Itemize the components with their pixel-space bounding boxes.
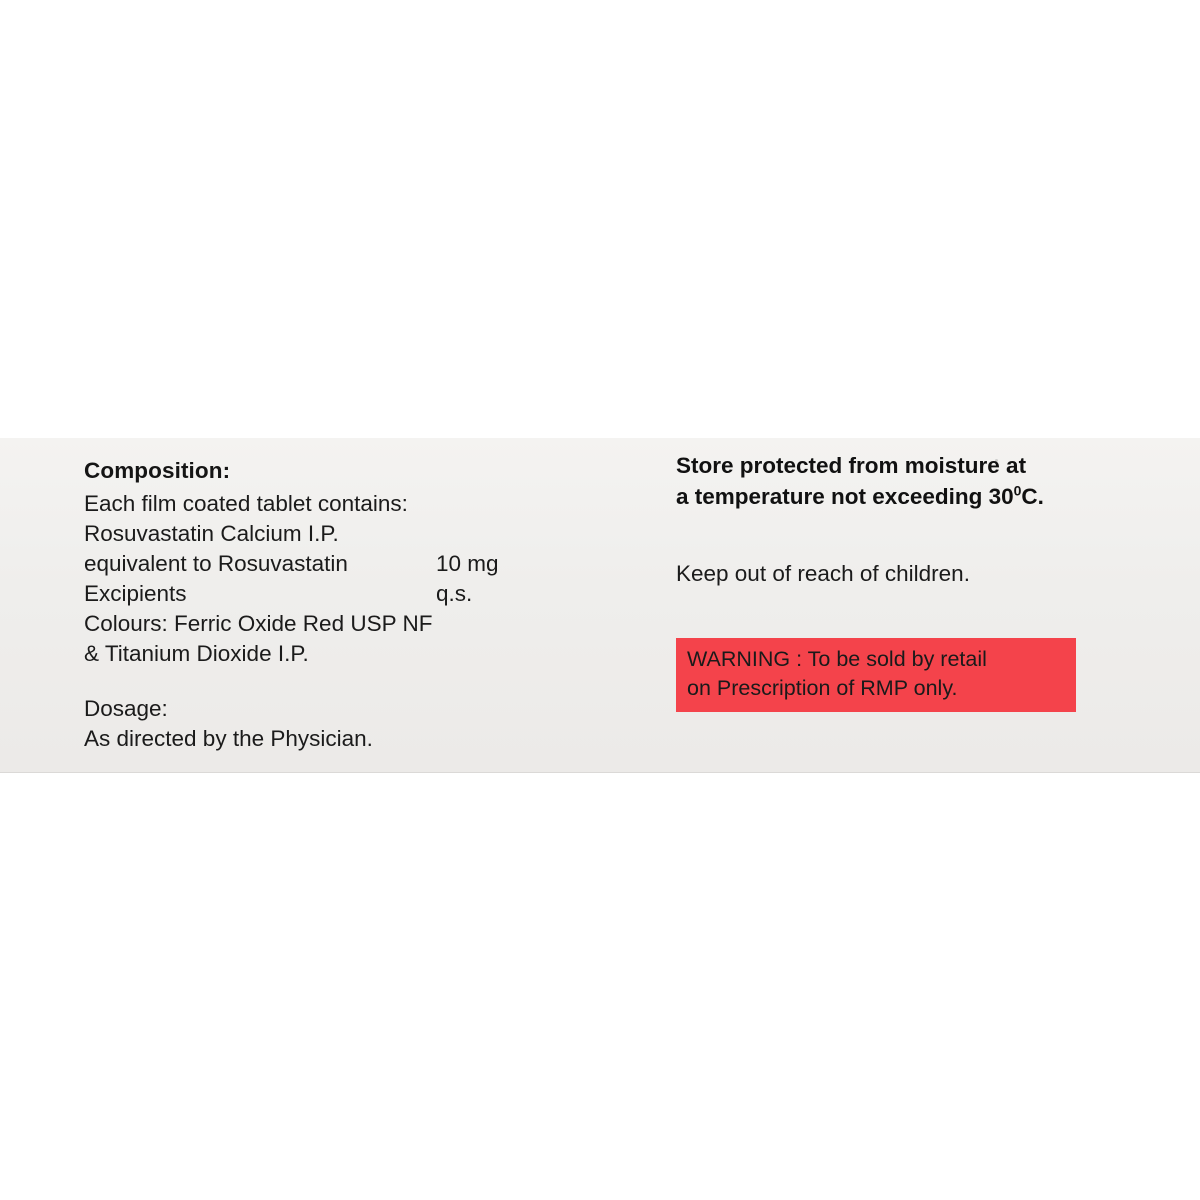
storage-line-2 xyxy=(676,482,1136,513)
spacer xyxy=(676,512,1136,559)
spacer xyxy=(84,670,604,694)
spacer xyxy=(676,589,1136,638)
dosage-text: As directed by the Physician. xyxy=(84,725,373,751)
dosage-heading: Dosage: xyxy=(84,695,168,721)
ingredient-row xyxy=(84,579,604,609)
composition-line-2: Rosuvastatin Calcium I.P. xyxy=(84,520,339,546)
storage-line-2-suffix: C. xyxy=(1021,483,1044,509)
storage-line-1: Store protected from moisture at xyxy=(676,453,1027,478)
ingredient-amount: 10 mg xyxy=(436,550,499,576)
warning-line-2: on Prescription of RMP only. xyxy=(687,675,958,700)
ingredient-amount: q.s. xyxy=(436,581,473,607)
ingredient-name: equivalent to Rosuvastatin xyxy=(84,550,348,576)
composition-line-1: Each film coated tablet contains: xyxy=(84,490,408,516)
composition-heading: Composition: xyxy=(84,458,231,483)
composition-block xyxy=(84,456,604,754)
storage-line-2-text: a temperature not exceeding 30 xyxy=(676,483,1014,509)
ingredient-name: Excipients xyxy=(84,581,187,607)
degree-superscript: 0 xyxy=(1013,482,1022,499)
keep-out-of-reach-text: Keep out of reach of children. xyxy=(676,561,970,587)
medicine-carton-panel xyxy=(0,437,1200,772)
colours-line-2: & Titanium Dioxide I.P. xyxy=(84,641,309,667)
warning-badge xyxy=(676,638,1076,711)
warning-line-1: WARNING : To be sold by retail xyxy=(687,647,987,672)
colours-line-1: Colours: Ferric Oxide Red USP NF xyxy=(84,611,433,637)
storage-and-warning-block xyxy=(676,451,1136,712)
ingredient-row xyxy=(84,549,604,579)
